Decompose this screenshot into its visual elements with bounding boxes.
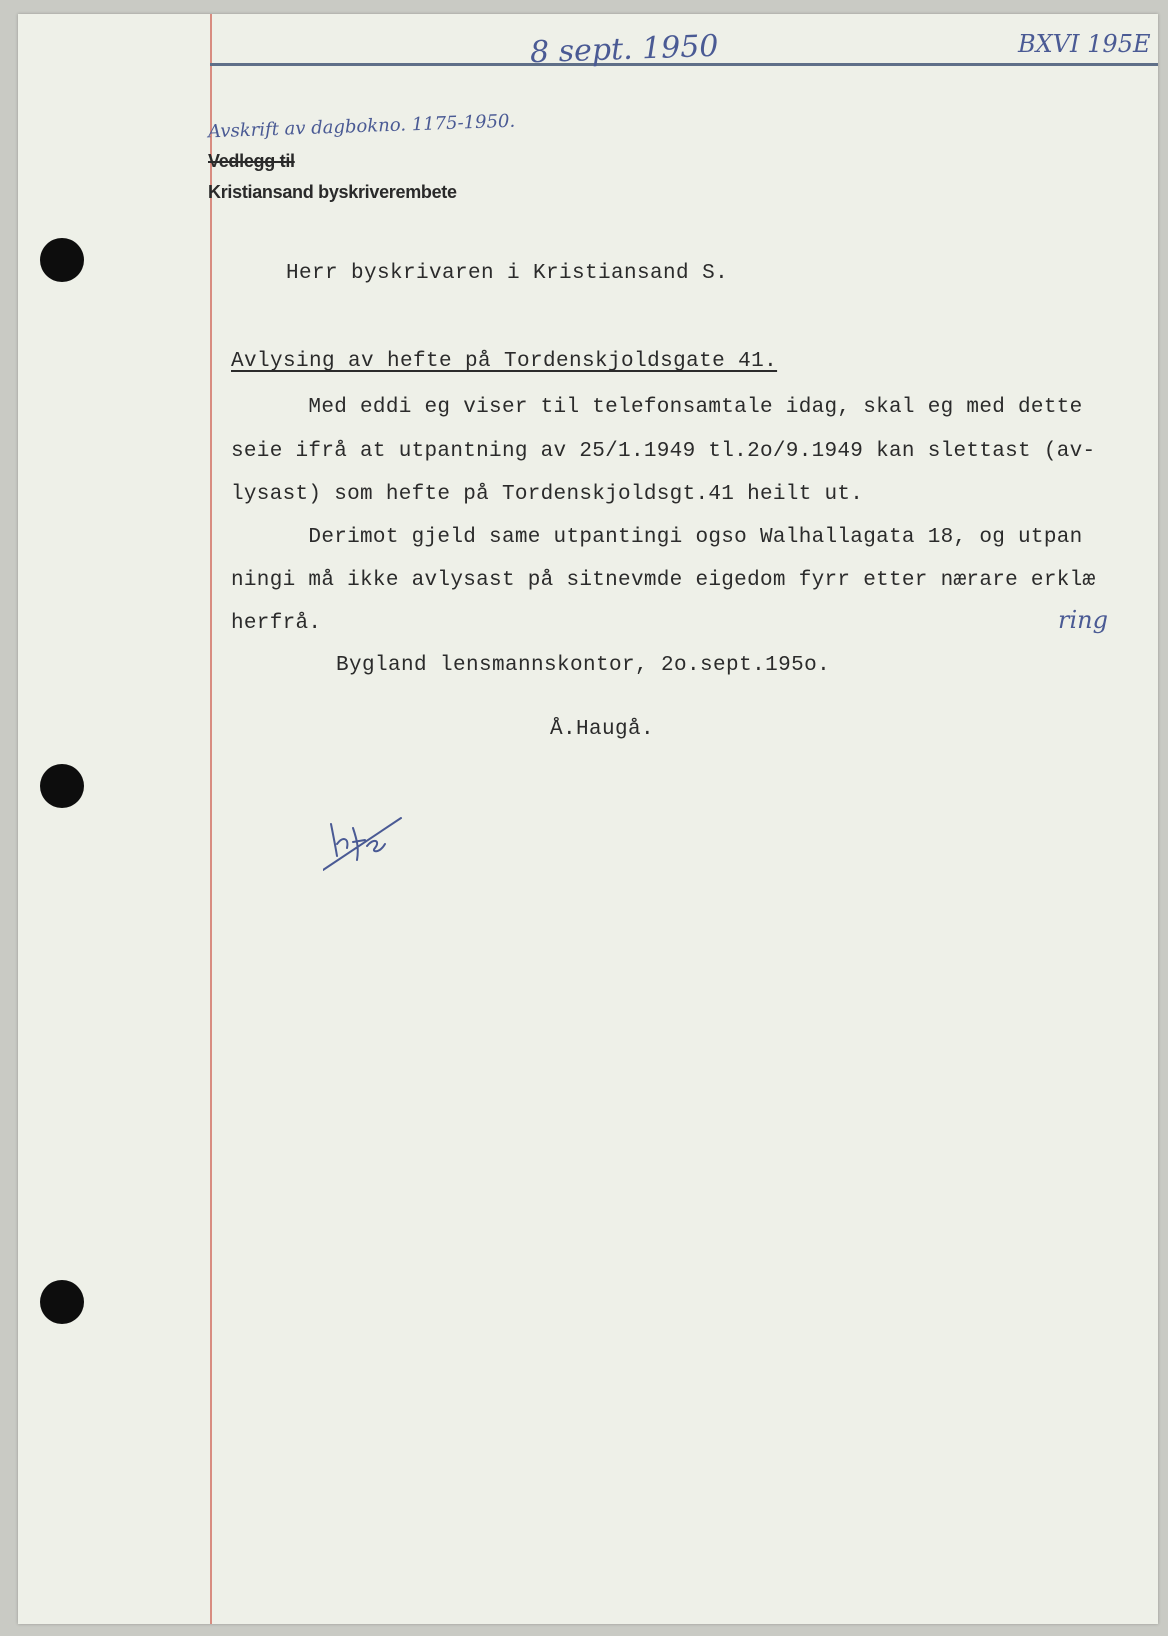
margin-line — [210, 14, 212, 1624]
office-name: Kristiansand byskriverembete — [208, 182, 457, 202]
body-line: Derimot gjeld same utpantingi ogso Walhallagata 18, og utpan — [231, 526, 1083, 549]
body-line: ningi må ikke avlysast på sitnevmde eigedom fyrr etter nærare erklæ — [231, 569, 1096, 592]
initials-scribble — [323, 814, 413, 874]
handwritten-date: 8 sept. 1950 — [529, 28, 720, 71]
office-label: Vedlegg til — [208, 151, 295, 171]
punch-hole-middle — [40, 764, 84, 808]
punch-hole-bottom — [40, 1280, 84, 1324]
addressee: Herr byskrivaren i Kristiansand S. — [286, 262, 729, 285]
handwritten-initials — [323, 814, 413, 878]
punch-hole-top — [40, 238, 84, 282]
handwritten-reference: BXVI 195E — [1018, 30, 1151, 58]
handwritten-copy-note: Avskrift av dagbokno. 1175-1950. — [207, 110, 516, 143]
body-line: herfrå. — [231, 612, 322, 635]
handwritten-ring-insert: ring — [1058, 606, 1108, 634]
body-line: Med eddi eg viser til telefonsamtale idag, skal eg med dette — [231, 396, 1083, 419]
subject-line: Avlysing av hefte på Tordenskjoldsgate 41. — [231, 350, 778, 373]
document-page — [18, 14, 1158, 1624]
body-line: seie ifrå at utpantning av 25/1.1949 tl.2o/9.1949 kan slettast (av- — [231, 440, 1096, 463]
body-line: lysast) som hefte på Tordenskjoldsgt.41 heilt ut. — [231, 483, 864, 506]
place-and-date: Bygland lensmannskontor, 2o.sept.195o. — [336, 654, 831, 677]
signature-name: Å.Haugå. — [550, 718, 655, 741]
